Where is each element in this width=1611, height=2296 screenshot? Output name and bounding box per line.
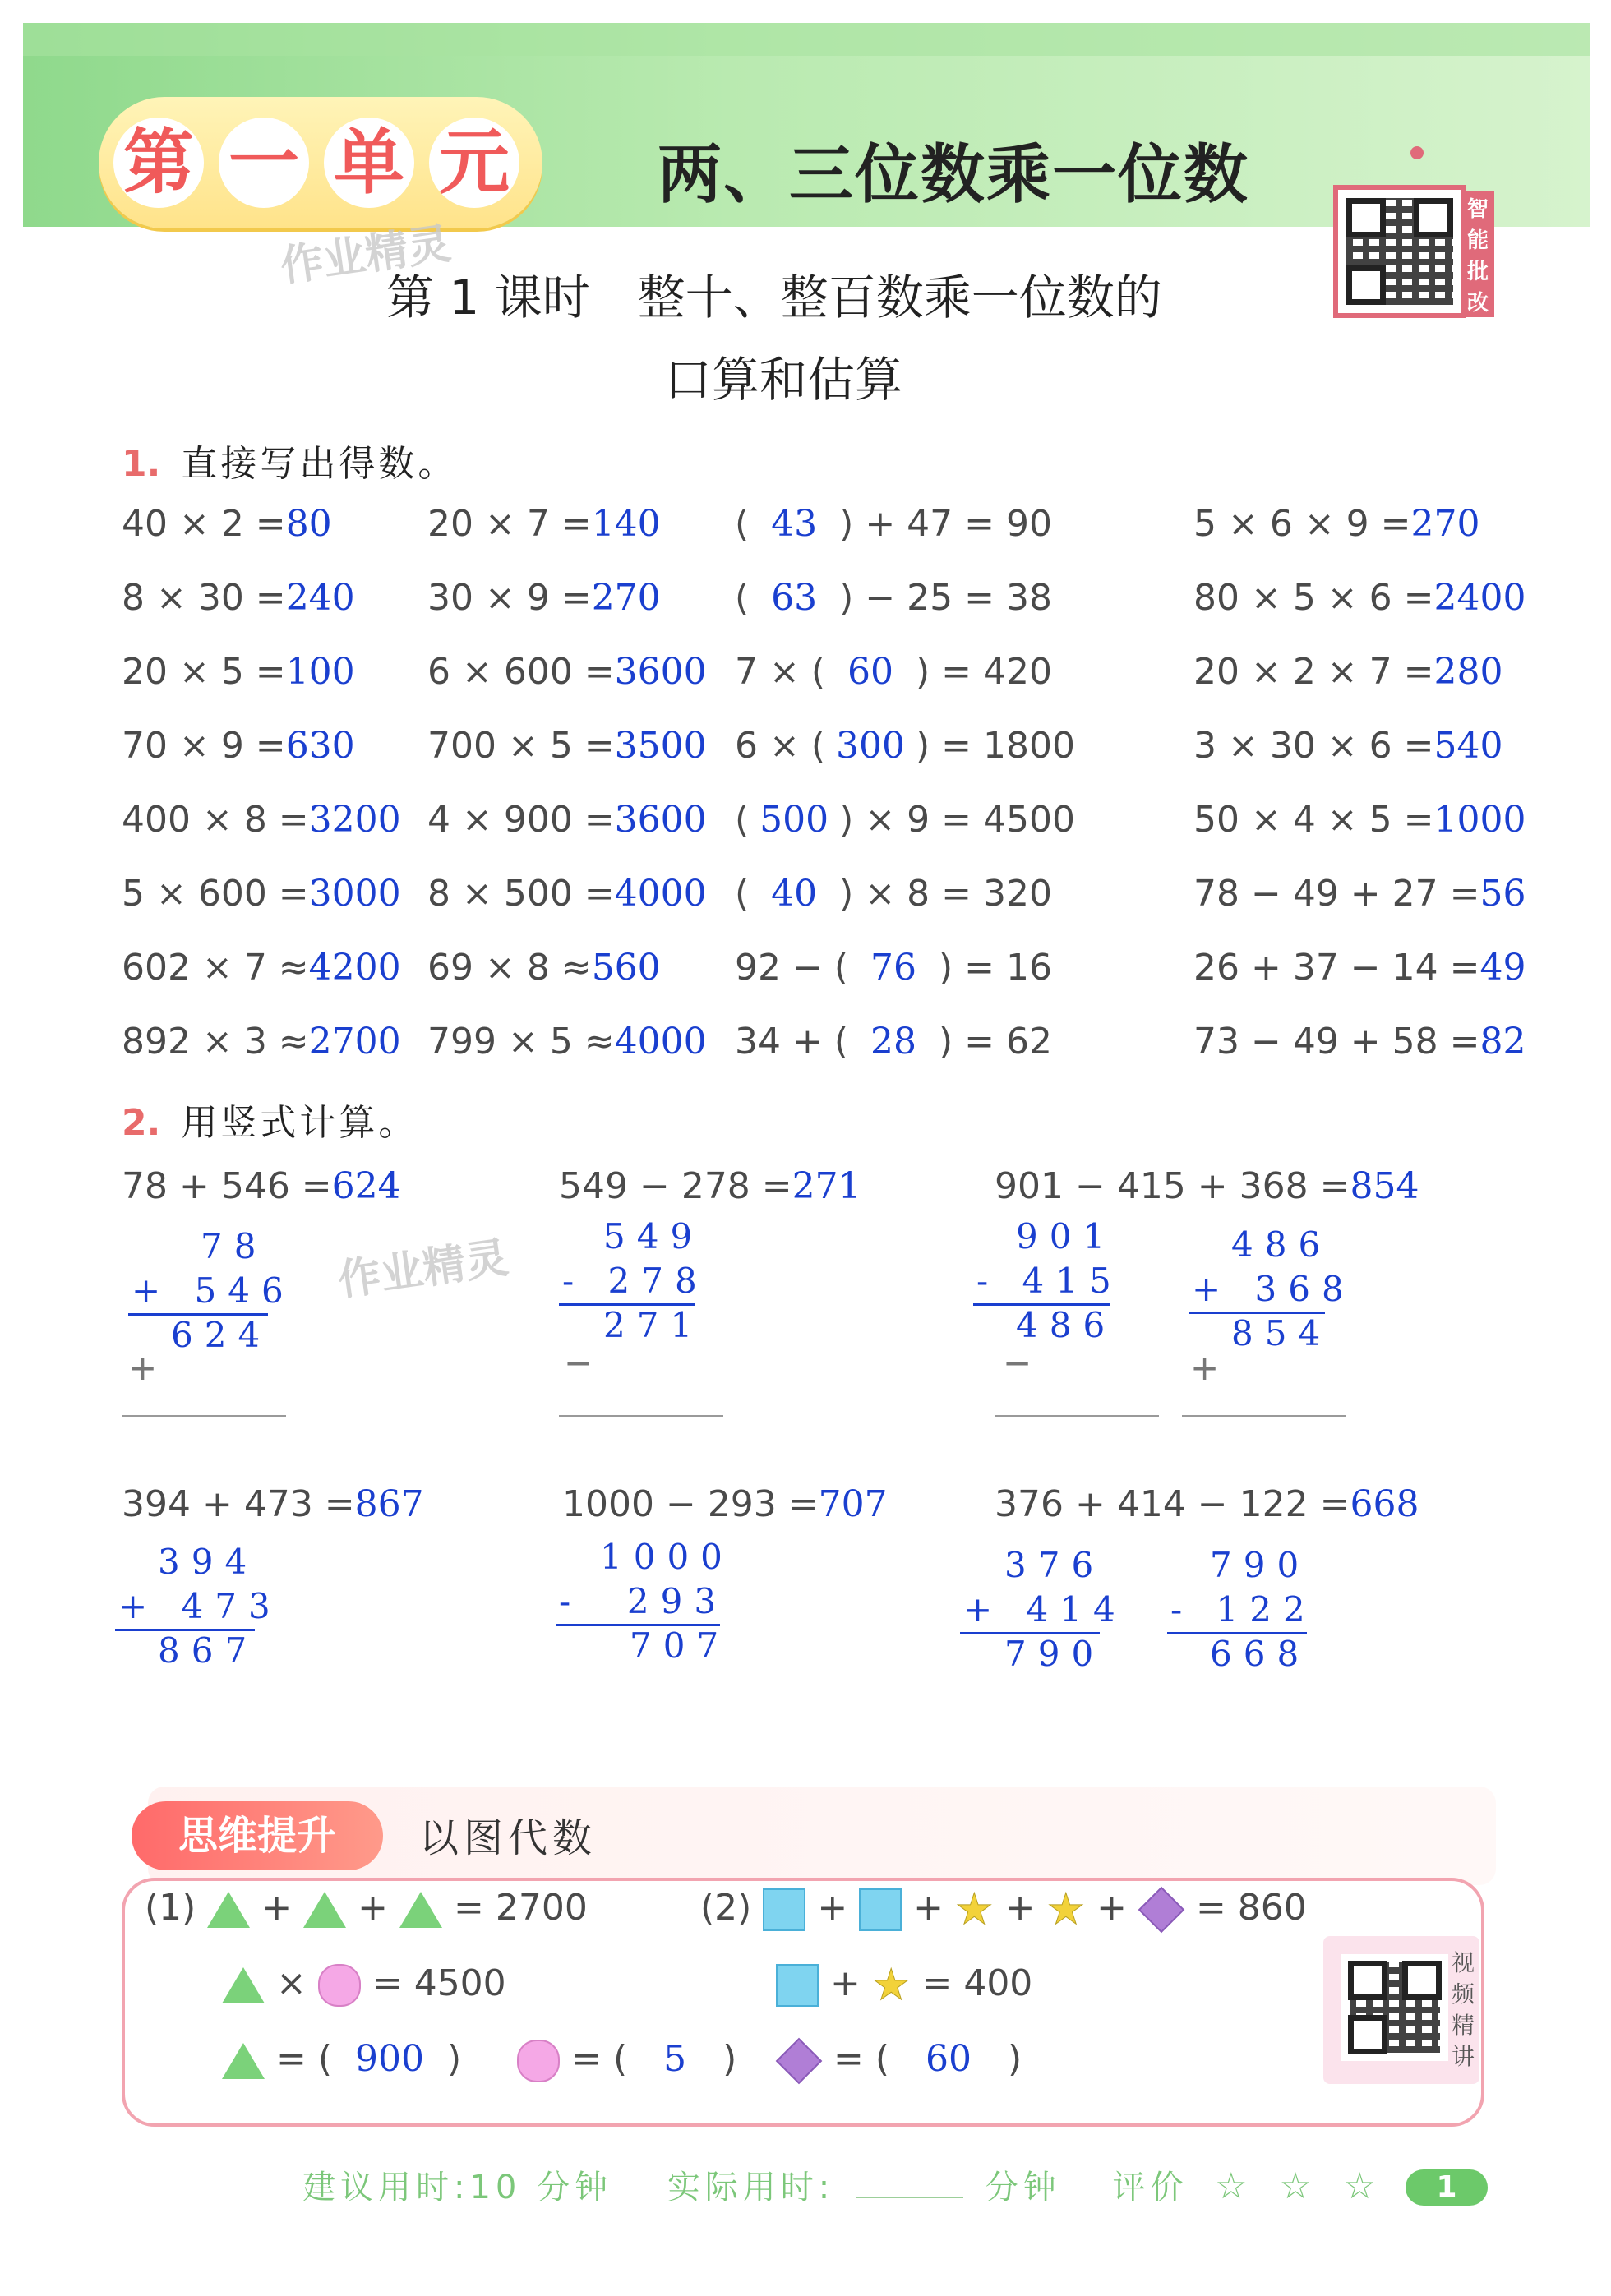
answer: 4000 <box>614 873 707 915</box>
answer: 56 <box>1479 873 1526 915</box>
blank-rule <box>1182 1415 1346 1417</box>
expression: 700 × 5 = <box>427 725 615 767</box>
answer: 3200 <box>308 799 401 841</box>
answer: 707 <box>818 1483 888 1525</box>
q1-item <box>122 577 355 619</box>
answer: 240 <box>285 577 355 619</box>
expression: 8 × 30 = <box>122 577 286 619</box>
circle-icon <box>318 1964 361 2007</box>
answer: 280 <box>1433 651 1503 693</box>
blank-rule <box>122 1415 286 1417</box>
expression-suffix: ) × 9 = 4500 <box>839 799 1075 841</box>
q1-item <box>122 651 355 693</box>
q2-problem-6: 376 + 414 − 122 =668 <box>995 1483 1419 1525</box>
q2-problem-4: 394 + 473 =867 <box>122 1483 424 1525</box>
expression: 78 − 49 + 27 = <box>1193 873 1480 915</box>
expression: 73 − 49 + 58 = <box>1193 1021 1480 1063</box>
star-icon: ★ <box>955 1885 994 1934</box>
expression: 26 + 37 − 14 = <box>1193 947 1480 989</box>
actual-time-label: 实际用时: <box>667 2169 835 2206</box>
answer: 4200 <box>308 947 401 989</box>
q1-item <box>122 1021 401 1063</box>
answer: 270 <box>591 577 661 619</box>
work-line: 376 <box>1004 1545 1106 1585</box>
answer: 668 <box>1350 1483 1419 1525</box>
q1-item <box>427 577 661 619</box>
rating-star-icon[interactable]: ☆ <box>1343 2165 1381 2207</box>
answer: 624 <box>331 1165 401 1207</box>
diamond-icon <box>776 2038 823 2085</box>
q2-heading <box>122 1093 418 1146</box>
expression-suffix: ) × 8 = 320 <box>839 873 1052 915</box>
q1-item <box>122 873 401 915</box>
answer: 2700 <box>308 1021 401 1063</box>
header-stripe <box>23 23 1590 56</box>
pin-icon <box>1410 146 1424 159</box>
expression: 602 × 7 ≈ <box>122 947 309 989</box>
answer: 300 <box>836 725 905 767</box>
star-icon: ★ <box>1046 1885 1086 1934</box>
q1-item <box>122 799 401 841</box>
q1-item <box>735 947 1052 989</box>
q1-item <box>1193 1021 1526 1063</box>
expression-suffix: ) = 420 <box>916 651 1052 693</box>
expression-prefix: ( <box>735 503 750 545</box>
work-line: 549 <box>603 1216 704 1256</box>
q1-item <box>122 947 401 989</box>
lesson-title: 第 1 课时 整十、整百数乘一位数的 <box>386 270 1162 325</box>
work-line: 486 <box>1016 1305 1117 1345</box>
p1-line-1: (1) + + = 2700 <box>145 1887 588 1929</box>
work-line: 707 <box>630 1625 731 1666</box>
triangle-icon <box>207 1892 250 1928</box>
expression-prefix: 34 + ( <box>735 1021 848 1063</box>
rating-star-icon[interactable]: ☆ <box>1215 2165 1253 2207</box>
q1-item <box>427 947 661 989</box>
qr-code-video[interactable] <box>1336 1949 1453 2066</box>
answer: 854 <box>1350 1165 1419 1207</box>
q1-item <box>427 725 707 767</box>
expression-suffix: ) − 25 = 38 <box>839 577 1052 619</box>
answer: 3000 <box>308 873 401 915</box>
work-line: 668 <box>1210 1634 1311 1674</box>
diamond-answer: 60 <box>926 2038 972 2080</box>
q1-item <box>1193 577 1526 619</box>
answer: 1000 <box>1433 799 1526 841</box>
answer: 540 <box>1433 725 1503 767</box>
q1-item <box>427 873 707 915</box>
answer: 500 <box>759 799 829 841</box>
q1-number: 1. <box>122 443 161 485</box>
work-line: 394 <box>158 1542 259 1582</box>
work-line: 790 <box>1210 1545 1311 1585</box>
p2-label: (2) <box>700 1887 752 1929</box>
answer: 2400 <box>1433 577 1526 619</box>
q1-instruction: 直接写出得数。 <box>181 443 458 485</box>
answer: 63 <box>771 577 818 619</box>
work-line: - 293 <box>559 1581 728 1621</box>
q1-item <box>427 503 661 545</box>
expression-prefix: ( <box>735 799 750 841</box>
printed-sign: + <box>1190 1348 1220 1388</box>
expression: 5 × 6 × 9 = <box>1193 503 1411 545</box>
actual-time-blank[interactable] <box>856 2197 963 2198</box>
expression-suffix: ) = 1800 <box>916 725 1075 767</box>
expression: 6 × 600 = <box>427 651 615 693</box>
page-number: 1 <box>1406 2169 1488 2206</box>
work-line: + 368 <box>1192 1269 1355 1309</box>
expression: 892 × 3 ≈ <box>122 1021 309 1063</box>
work-line: + 473 <box>118 1586 282 1626</box>
expression-suffix: ) + 47 = 90 <box>839 503 1052 545</box>
expression-prefix: 92 − ( <box>735 947 848 989</box>
blank-rule <box>559 1415 723 1417</box>
work-line: 790 <box>1004 1634 1106 1674</box>
expression: 20 × 2 × 7 = <box>1193 651 1434 693</box>
answer: 4000 <box>614 1021 707 1063</box>
work-line: 867 <box>158 1630 259 1671</box>
footer <box>302 2161 1381 2208</box>
unit-title: 两、三位数乘一位数 <box>658 138 1250 212</box>
unit-char-1: 第 <box>113 118 204 208</box>
answer: 80 <box>285 503 332 545</box>
work-line: - 278 <box>562 1261 709 1301</box>
q2-number: 2. <box>122 1102 161 1144</box>
expression-suffix: ) = 16 <box>939 947 1052 989</box>
p2-line-1: (2) + + ★ + ★ + = 860 <box>700 1885 1307 1934</box>
q1-item <box>427 799 707 841</box>
q1-item <box>735 651 1052 693</box>
q1-item <box>427 1021 707 1063</box>
diamond-icon <box>1138 1887 1185 1934</box>
work-line: 78 <box>201 1226 268 1266</box>
rating-star-icon[interactable]: ☆ <box>1279 2165 1317 2207</box>
q1-item <box>1193 799 1526 841</box>
q1-item <box>735 577 1052 619</box>
q1-item <box>1193 651 1503 693</box>
expression: 4 × 900 = <box>427 799 615 841</box>
expression: 20 × 7 = <box>427 503 592 545</box>
q1-item <box>122 725 355 767</box>
q1-item <box>735 799 1075 841</box>
answer: 867 <box>354 1483 424 1525</box>
q2-instruction: 用竖式计算。 <box>181 1102 418 1144</box>
printed-sign: − <box>564 1343 593 1383</box>
work-line: 624 <box>171 1315 272 1355</box>
q1-heading <box>122 434 457 486</box>
answer: 630 <box>285 725 355 767</box>
expression: 80 × 5 × 6 = <box>1193 577 1434 619</box>
expression: 40 × 2 = <box>122 503 286 545</box>
square-icon <box>859 1888 902 1931</box>
unit-char-2: 一 <box>219 118 309 208</box>
answer: 100 <box>285 651 355 693</box>
expression: 3 × 30 × 6 = <box>1193 725 1434 767</box>
q1-item <box>122 503 332 545</box>
expression: 8 × 500 = <box>427 873 615 915</box>
q2-problem-1: 78 + 546 =624 <box>122 1165 401 1207</box>
p2-line-3: = ( 60 ) <box>776 2038 1022 2080</box>
answer: 3600 <box>614 799 707 841</box>
minutes-label: 分钟 <box>985 2169 1061 2206</box>
q2-problem-2: 549 − 278 =271 <box>559 1165 861 1207</box>
triangle-icon <box>222 1967 265 2003</box>
work-line: 1000 <box>600 1537 734 1577</box>
work-line: 901 <box>1016 1216 1117 1256</box>
answer: 43 <box>771 503 818 545</box>
expression: 50 × 4 × 5 = <box>1193 799 1434 841</box>
expression: 400 × 8 = <box>122 799 309 841</box>
answer: 270 <box>1410 503 1480 545</box>
expression-prefix: ( <box>735 577 750 619</box>
work-line: 854 <box>1231 1313 1332 1353</box>
triangle-answer: 900 <box>355 2038 424 2080</box>
qr-video-label: 视频精讲 <box>1452 1949 1475 2070</box>
rating-label: 评价 <box>1112 2169 1189 2206</box>
triangle-icon <box>399 1892 442 1928</box>
qr-grading-label: 智能批改 <box>1461 191 1494 317</box>
triangle-icon <box>222 2043 265 2079</box>
answer: 28 <box>870 1021 916 1063</box>
q1-item <box>735 873 1052 915</box>
expression: 69 × 8 ≈ <box>427 947 592 989</box>
answer: 49 <box>1479 947 1526 989</box>
answer: 140 <box>591 503 661 545</box>
watermark-2: 作业精灵 <box>335 1233 511 1307</box>
work-line: 271 <box>603 1305 704 1345</box>
p1-line-2: × = 4500 <box>222 1962 506 2007</box>
answer: 3600 <box>614 651 707 693</box>
work-line: 486 <box>1231 1224 1332 1265</box>
expression: 5 × 600 = <box>122 873 309 915</box>
answer: 82 <box>1479 1021 1526 1063</box>
q1-item <box>735 1021 1052 1063</box>
expression: 799 × 5 ≈ <box>427 1021 615 1063</box>
watermark: 作业精灵 <box>277 219 454 293</box>
unit-char-3: 单 <box>324 118 414 208</box>
q1-item <box>1193 947 1526 989</box>
qr-code-grading[interactable] <box>1333 185 1466 318</box>
answer: 40 <box>771 873 818 915</box>
p1-line-3: = ( 900 ) = ( 5 ) <box>222 2038 736 2082</box>
circle-answer: 5 <box>663 2038 687 2080</box>
unit-char-4: 元 <box>429 118 519 208</box>
triangle-icon <box>303 1892 346 1928</box>
answer: 3500 <box>614 725 707 767</box>
q1-item <box>735 725 1075 767</box>
star-icon: ★ <box>871 1961 911 2010</box>
answer: 60 <box>847 651 893 693</box>
expression-prefix: 7 × ( <box>735 651 825 693</box>
expression-prefix: 6 × ( <box>735 725 825 767</box>
suggested-time: 建议用时:10 分钟 <box>302 2169 613 2206</box>
p2-line-2: + ★ = 400 <box>776 1962 1032 2007</box>
expression: 30 × 9 = <box>427 577 592 619</box>
printed-sign: + <box>128 1348 158 1388</box>
p1-label: (1) <box>145 1887 196 1929</box>
expression-suffix: ) = 62 <box>939 1021 1052 1063</box>
work-line: - 415 <box>976 1261 1123 1301</box>
q1-item <box>1193 503 1480 545</box>
square-icon <box>776 1964 819 2007</box>
circle-icon <box>517 2040 560 2082</box>
thinking-badge: 思维提升 <box>132 1801 383 1870</box>
work-line: + 414 <box>963 1589 1127 1630</box>
answer: 76 <box>870 947 916 989</box>
expression: 20 × 5 = <box>122 651 286 693</box>
square-icon <box>763 1888 806 1931</box>
q1-item <box>1193 873 1526 915</box>
q1-item <box>427 651 707 693</box>
printed-sign: − <box>1003 1343 1032 1383</box>
work-line: + 546 <box>132 1270 295 1311</box>
q2-problem-3: 901 − 415 + 368 =854 <box>995 1165 1419 1207</box>
q1-item <box>1193 725 1503 767</box>
answer: 271 <box>792 1165 861 1207</box>
q2-problem-5: 1000 − 293 =707 <box>562 1483 888 1525</box>
expression: 70 × 9 = <box>122 725 286 767</box>
answer: 560 <box>591 947 661 989</box>
q1-item <box>735 503 1052 545</box>
thinking-subtitle: 以图代数 <box>419 1815 598 1861</box>
blank-rule <box>995 1415 1159 1417</box>
expression-prefix: ( <box>735 873 750 915</box>
lesson-title-line2: 口算和估算 <box>664 352 903 408</box>
work-line: - 122 <box>1170 1589 1317 1630</box>
